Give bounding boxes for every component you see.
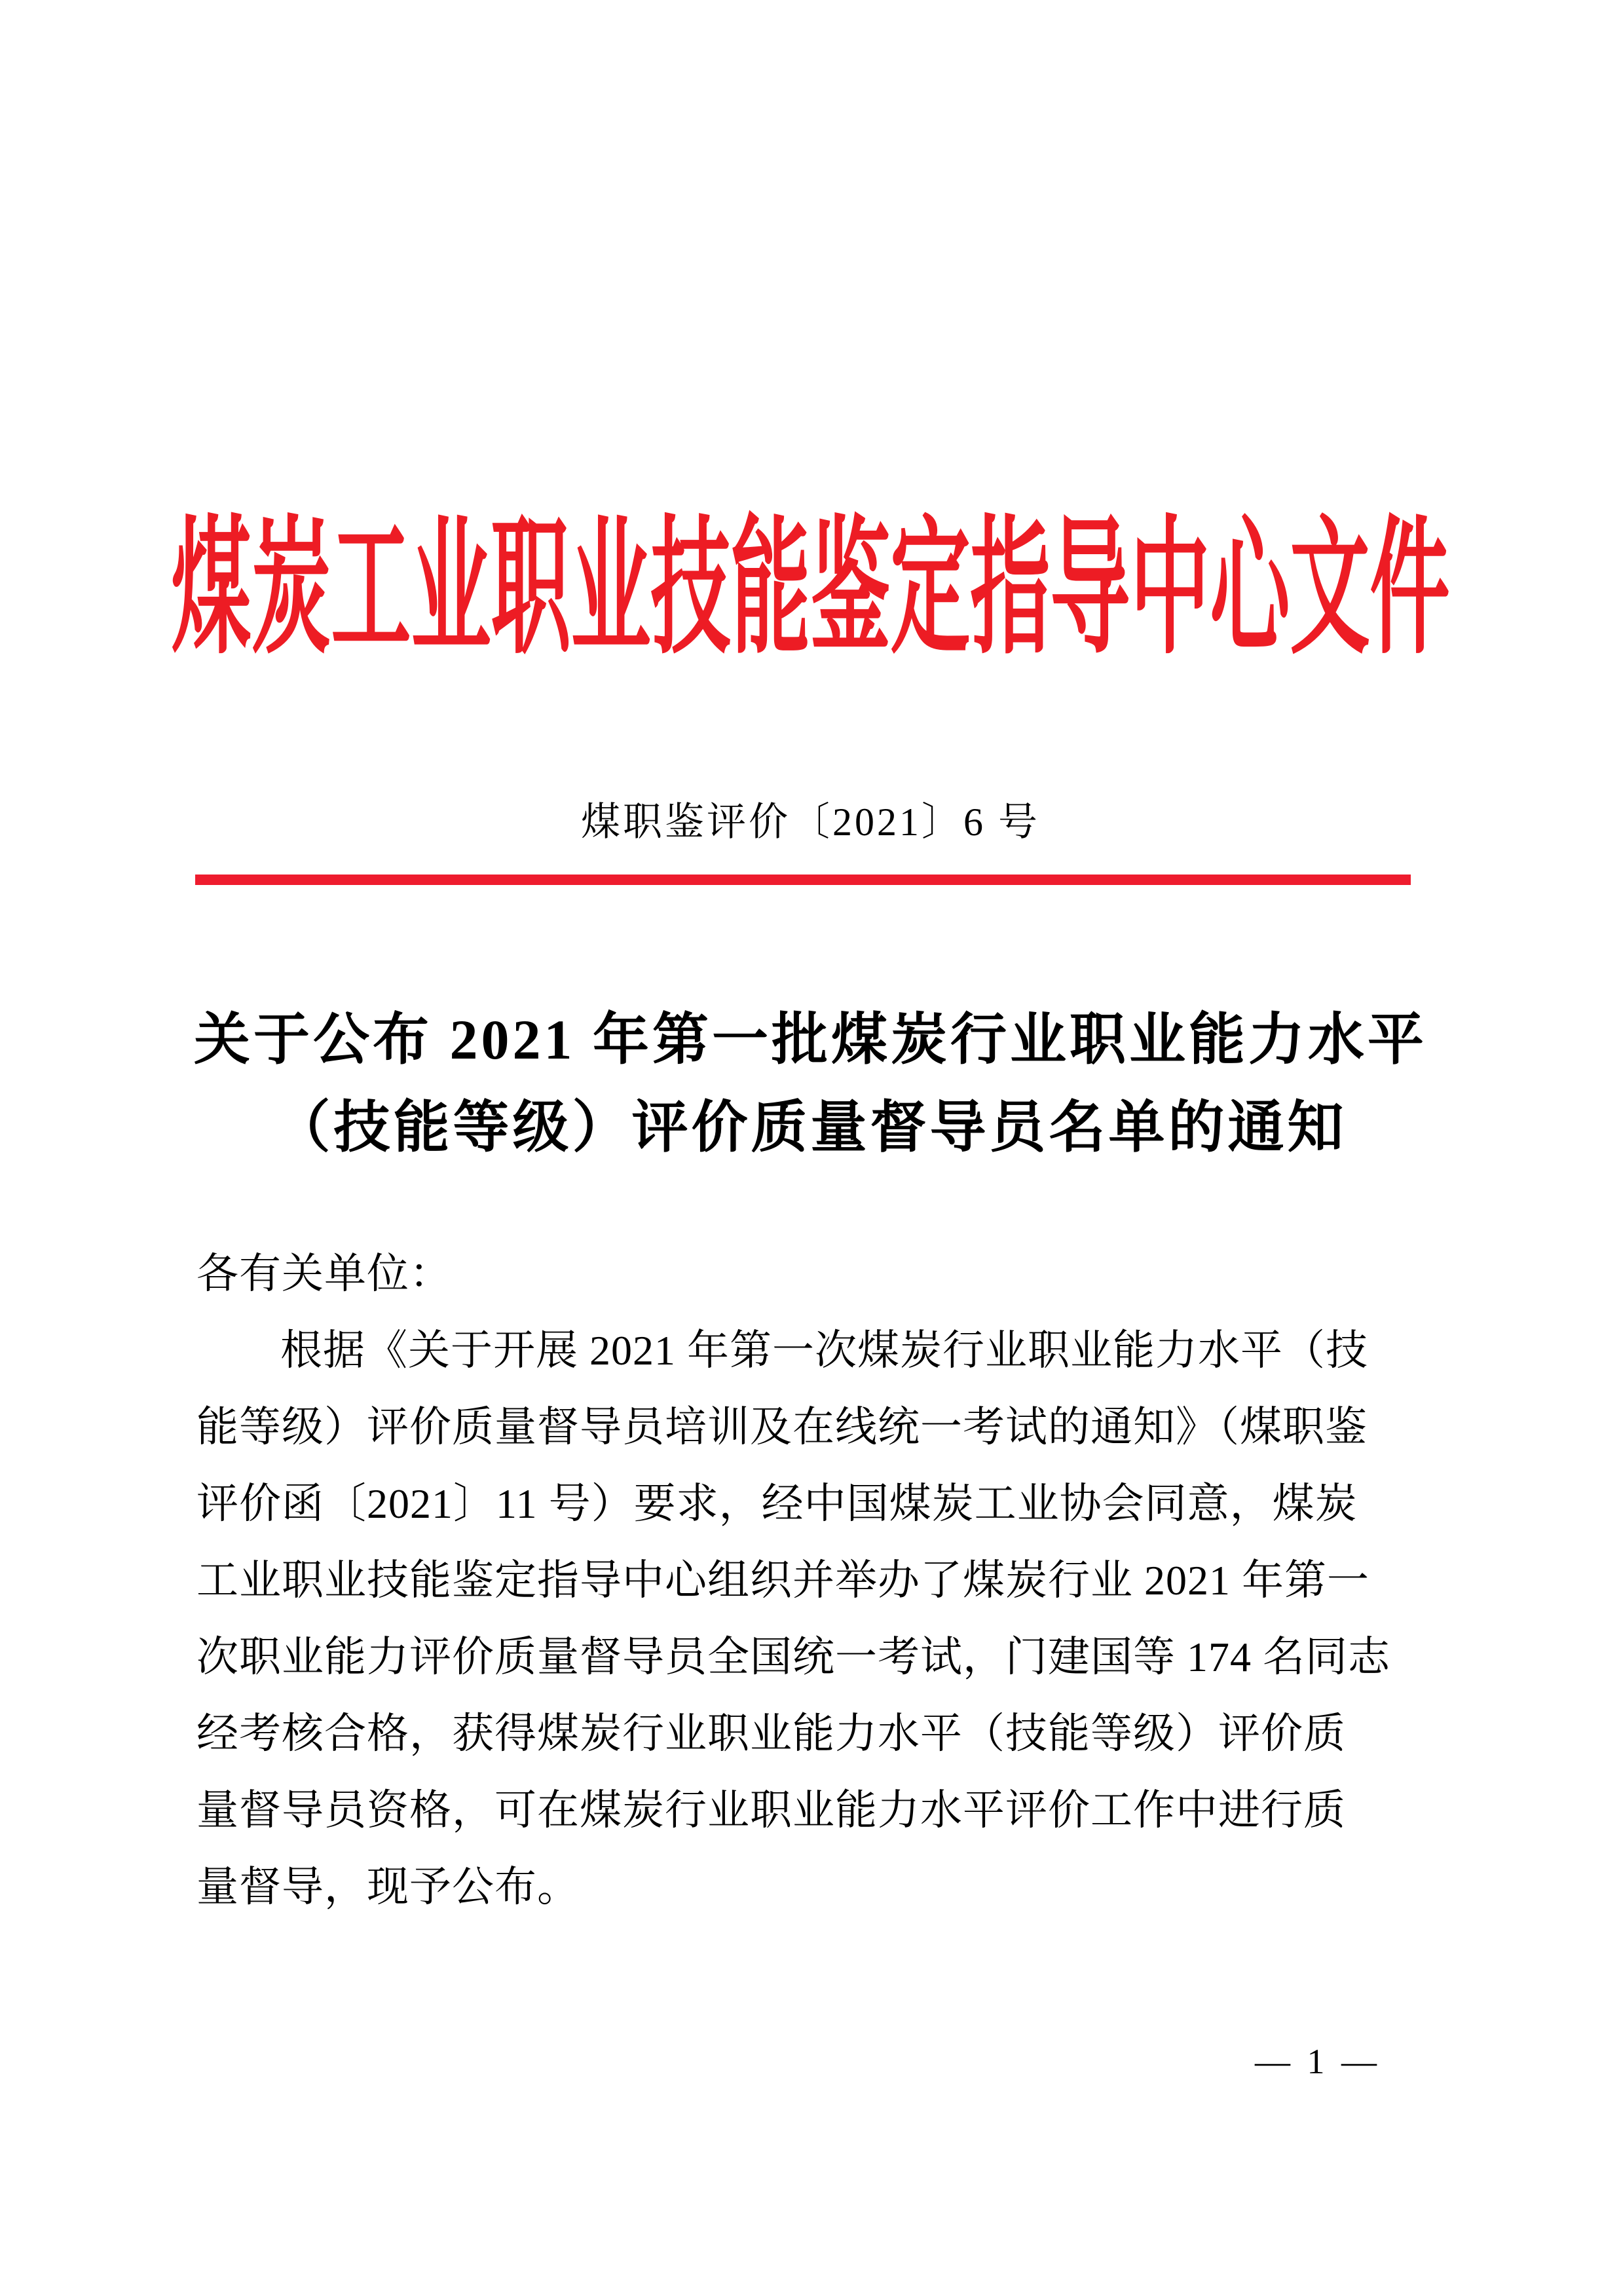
body-paragraph-line: 能等级）评价质量督导员培训及在线统一考试的通知》（煤职鉴	[196, 1404, 1368, 1450]
notice-title	[0, 996, 1621, 1171]
notice-body	[196, 1235, 1428, 1925]
letterhead-org-title: 煤炭工业职业技能鉴定指导中心文件	[171, 507, 1450, 673]
page-number: — 1 —	[1255, 2042, 1381, 2081]
body-paragraph-line: 根据《关于开展 2021 年第一次煤炭行业职业能力水平（技	[280, 1327, 1368, 1374]
body-paragraph-line: 量督导，现予公布。	[196, 1864, 580, 1910]
red-divider-line	[195, 875, 1411, 885]
document-number: 煤职鉴评价〔2021〕6 号	[581, 800, 1040, 844]
body-paragraph-line: 次职业能力评价质量督导员全国统一考试，门建国等 174 名同志	[196, 1634, 1390, 1680]
body-paragraph-line: 量督导员资格，可在煤炭行业职业能力水平评价工作中进行质	[196, 1787, 1346, 1834]
body-paragraph-line: 工业职业技能鉴定指导中心组织并举办了煤炭行业 2021 年第一	[196, 1557, 1369, 1604]
notice-title-line-2: （技能等级）评价质量督导员名单的通知	[274, 1096, 1347, 1159]
salutation-line: 各有关单位：	[196, 1251, 452, 1297]
notice-title-line-1: 关于公布 2021 年第一批煤炭行业职业能力水平	[194, 1008, 1427, 1071]
body-paragraph-line: 评价函〔2021〕11 号）要求，经中国煤炭工业协会同意，煤炭	[196, 1480, 1358, 1527]
body-paragraph-line: 经考核合格，获得煤炭行业职业能力水平（技能等级）评价质	[196, 1710, 1346, 1757]
